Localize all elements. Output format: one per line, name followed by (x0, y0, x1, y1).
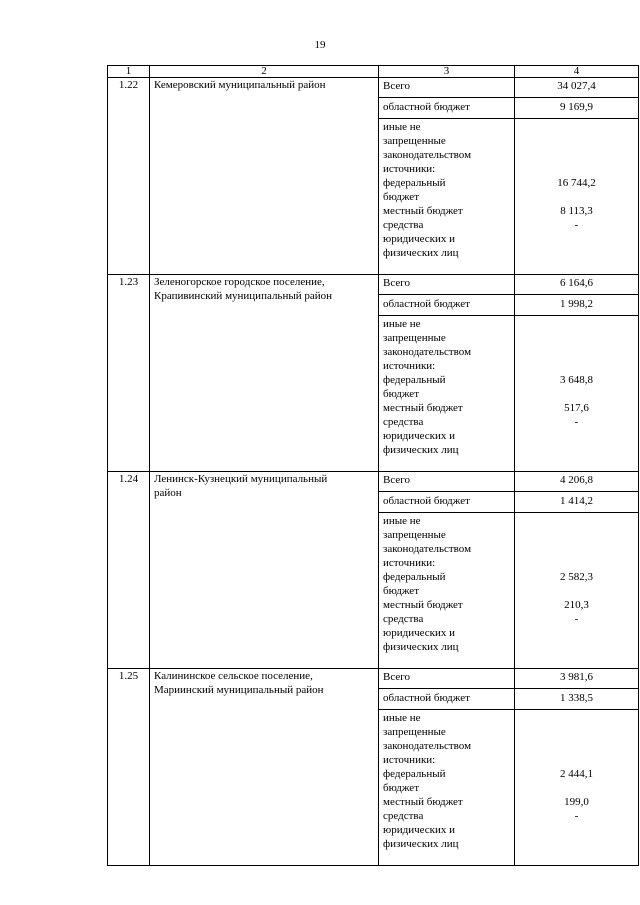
municipality-name (150, 78, 379, 275)
amount-local: 210,3 (564, 599, 589, 611)
source-label-line: законодательством (383, 543, 472, 555)
source-label-total: Всего (379, 275, 515, 295)
source-label-line: федеральный (383, 768, 446, 780)
amounts-other (515, 710, 639, 866)
source-label-line: физических лиц (383, 444, 459, 456)
amount-regional: 1 998,2 (515, 295, 639, 316)
source-label-line: законодательством (383, 149, 472, 161)
header-col-3: 3 (379, 66, 515, 78)
amount-spacer (519, 542, 634, 556)
municipality-name-line: Ленинск-Кузнецкий муниципальный (154, 473, 328, 485)
amount-spacer (519, 725, 634, 739)
amount-legal: - (574, 219, 579, 231)
source-label-line: запрещенные (383, 529, 446, 541)
source-label-line: иные не (383, 121, 421, 133)
source-label-other (379, 119, 515, 275)
source-label-other (379, 710, 515, 866)
amount-spacer (519, 528, 634, 542)
amount-spacer (519, 162, 634, 176)
amount-total: 6 164,6 (515, 275, 639, 295)
source-label-regional: областной бюджет (379, 98, 515, 119)
source-label-line: юридических и (383, 824, 456, 836)
source-label-other (379, 316, 515, 472)
source-label-line: юридических и (383, 233, 456, 245)
source-label-line: юридических и (383, 430, 456, 442)
amount-spacer (519, 148, 634, 162)
source-label-line: юридических и (383, 627, 456, 639)
table-row (108, 669, 639, 689)
source-label-total: Всего (379, 472, 515, 492)
header-col-2: 2 (150, 66, 379, 78)
page-number: 19 (314, 39, 326, 51)
source-label-line: федеральный (383, 177, 446, 189)
source-label-line: запрещенные (383, 332, 446, 344)
amount-legal: - (574, 416, 579, 428)
amounts-other (515, 513, 639, 669)
amount-spacer (519, 120, 634, 134)
source-label-line: физических лиц (383, 838, 459, 850)
source-label-line: федеральный (383, 374, 446, 386)
source-label-line: средства (383, 219, 424, 231)
municipality-name (150, 472, 379, 669)
source-label-line: источники: (383, 360, 436, 372)
amount-spacer (519, 781, 634, 795)
source-label-line: источники: (383, 557, 436, 569)
amount-total: 34 027,4 (515, 78, 639, 98)
amount-legal: - (574, 613, 579, 625)
header-col-1: 1 (108, 66, 150, 78)
amount-spacer (519, 514, 634, 528)
amount-legal: - (574, 810, 579, 822)
source-label-other (379, 513, 515, 669)
table-row (108, 472, 639, 492)
municipality-name-line: район (154, 487, 182, 499)
source-label-line: законодательством (383, 346, 472, 358)
amount-spacer (519, 753, 634, 767)
source-label-regional: областной бюджет (379, 295, 515, 316)
source-label-regional: областной бюджет (379, 689, 515, 710)
table-row (108, 275, 639, 295)
amount-spacer (519, 584, 634, 598)
amount-spacer (519, 190, 634, 204)
row-number: 1.22 (108, 78, 150, 275)
source-label-line: средства (383, 416, 424, 428)
amount-regional: 1 414,2 (515, 492, 639, 513)
municipality-name-line: Мариинский муниципальный район (154, 684, 324, 696)
amount-regional: 1 338,5 (515, 689, 639, 710)
amount-spacer (519, 556, 634, 570)
source-label-line: бюджет (383, 782, 419, 794)
municipality-name-line: Зеленогорское городское поселение, (154, 276, 325, 288)
source-label-line: запрещенные (383, 726, 446, 738)
amount-spacer (519, 134, 634, 148)
amount-regional: 9 169,9 (515, 98, 639, 119)
source-label-line: местный бюджет (383, 599, 463, 611)
source-label-line: иные не (383, 712, 421, 724)
amount-local: 8 113,3 (560, 205, 593, 217)
amount-federal: 3 648,8 (560, 374, 593, 386)
amount-spacer (519, 331, 634, 345)
amount-total: 3 981,6 (515, 669, 639, 689)
amount-spacer (519, 711, 634, 725)
source-label-line: источники: (383, 163, 436, 175)
source-label-line: федеральный (383, 571, 446, 583)
amount-spacer (519, 387, 634, 401)
source-label-line: физических лиц (383, 247, 459, 259)
amount-federal: 16 744,2 (557, 177, 596, 189)
amount-spacer (519, 359, 634, 373)
source-label-line: бюджет (383, 585, 419, 597)
row-number: 1.23 (108, 275, 150, 472)
amount-federal: 2 582,3 (560, 571, 593, 583)
source-label-line: бюджет (383, 388, 419, 400)
source-label-regional: областной бюджет (379, 492, 515, 513)
row-number: 1.25 (108, 669, 150, 866)
source-label-line: бюджет (383, 191, 419, 203)
amount-federal: 2 444,1 (560, 768, 593, 780)
source-label-line: законодательством (383, 740, 472, 752)
municipality-name-line: Калининское сельское поселение, (154, 670, 313, 682)
amount-local: 199,0 (564, 796, 589, 808)
source-label-line: запрещенные (383, 135, 446, 147)
source-label-line: местный бюджет (383, 402, 463, 414)
amount-total: 4 206,8 (515, 472, 639, 492)
source-label-total: Всего (379, 78, 515, 98)
source-label-line: иные не (383, 318, 421, 330)
source-label-line: физических лиц (383, 641, 459, 653)
funding-table (107, 65, 639, 866)
amounts-other (515, 119, 639, 275)
municipality-name-line: Кемеровский муниципальный район (154, 79, 326, 91)
municipality-name (150, 669, 379, 866)
amounts-other (515, 316, 639, 472)
header-col-4: 4 (515, 66, 639, 78)
source-label-line: местный бюджет (383, 205, 463, 217)
table-header-row (108, 66, 639, 78)
source-label-line: местный бюджет (383, 796, 463, 808)
table-row (108, 78, 639, 98)
source-label-line: средства (383, 613, 424, 625)
amount-spacer (519, 739, 634, 753)
source-label-line: источники: (383, 754, 436, 766)
amount-local: 517,6 (564, 402, 589, 414)
row-number: 1.24 (108, 472, 150, 669)
municipality-name (150, 275, 379, 472)
source-label-line: иные не (383, 515, 421, 527)
amount-spacer (519, 317, 634, 331)
municipality-name-line: Крапивинский муниципальный район (154, 290, 333, 302)
amount-spacer (519, 345, 634, 359)
source-label-total: Всего (379, 669, 515, 689)
source-label-line: средства (383, 810, 424, 822)
